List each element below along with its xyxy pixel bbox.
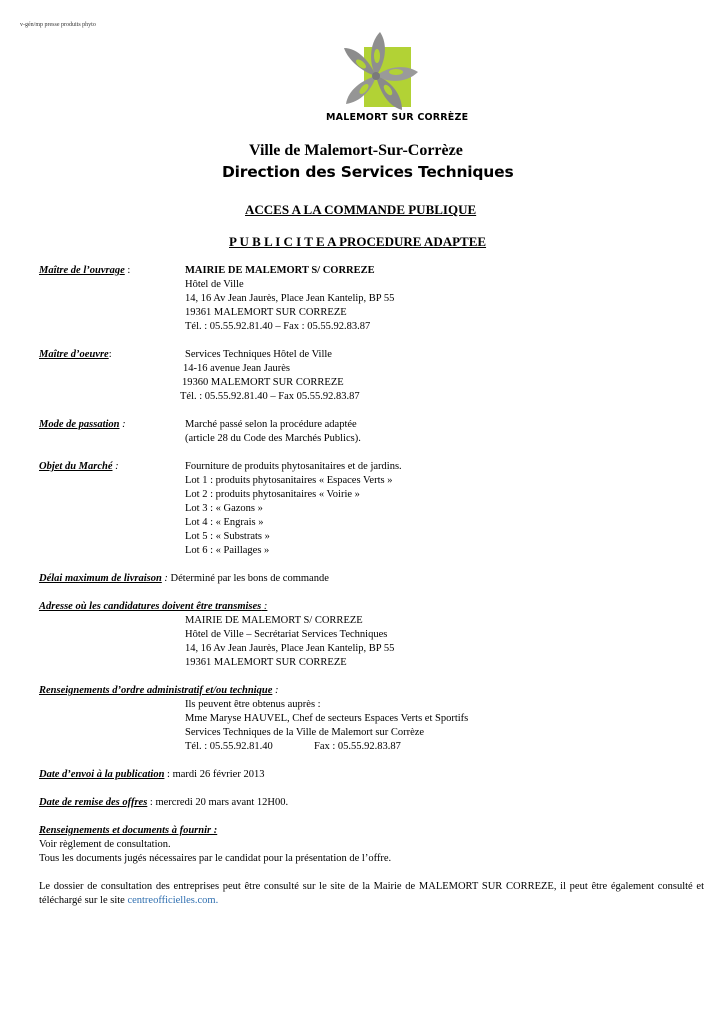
heading-commande-publique: ACCES A LA COMMANDE PUBLIQUE <box>245 202 477 217</box>
mode-passation-label: Mode de passation <box>39 419 120 430</box>
objet-marche-line: Fourniture de produits phytosanitaires et de jardins. <box>185 461 402 472</box>
documents-line: Voir règlement de consultation. <box>39 839 171 850</box>
logo-text: MALEMORT SUR CORRÈZE <box>326 112 469 123</box>
heading-publicite: P U B L I C I T E A PROCEDURE ADAPTEE <box>229 234 487 249</box>
adresse-line: 19361 MALEMORT SUR CORREZE <box>185 657 347 668</box>
maitre-ouvrage-line: MAIRIE DE MALEMORT S/ CORREZE <box>185 265 375 276</box>
maitre-oeuvre-line: Tél. : 05.55.92.81.40 – Fax 05.55.92.83.87 <box>180 391 360 402</box>
delai-label: Délai maximum de livraison <box>39 573 162 584</box>
date-remise-label: Date de remise des offres <box>39 797 148 808</box>
centreofficielles-link[interactable]: centreofficielles.com. <box>127 895 219 906</box>
maitre-oeuvre-line: Services Techniques Hôtel de Ville <box>185 349 332 360</box>
delai-value: Déterminé par les bons de commande <box>170 573 329 584</box>
maitre-ouvrage-line: Tél. : 05.55.92.81.40 – Fax : 05.55.92.83.87 <box>185 321 371 332</box>
label-separator: : <box>112 461 119 472</box>
header-note: v-gén/mp presse produits phyto <box>20 22 96 28</box>
maitre-ouvrage-label-row <box>39 265 130 276</box>
lot-item: Lot 1 : produits phytosanitaires « Espaces Verts » <box>185 475 393 486</box>
maitre-oeuvre-line: 14-16 avenue Jean Jaurès <box>183 363 290 374</box>
maitre-ouvrage-line: Hôtel de Ville <box>185 279 244 290</box>
date-envoi-value: mardi 26 février 2013 <box>172 769 265 780</box>
city-title: Ville de Malemort-Sur-Corrèze <box>249 142 463 159</box>
adresse-label: Adresse où les candidatures doivent être transmises <box>39 601 262 612</box>
lot-item: Lot 2 : produits phytosanitaires « Voirie » <box>185 489 360 500</box>
label-separator: : <box>108 349 112 360</box>
renseignements-fax: Fax : 05.55.92.83.87 <box>314 741 401 752</box>
lot-item: Lot 3 : « Gazons » <box>185 503 263 514</box>
renseignements-line: Ils peuvent être obtenus auprès : <box>185 699 321 710</box>
adresse-line: MAIRIE DE MALEMORT S/ CORREZE <box>185 615 363 626</box>
closing-paragraph <box>39 880 704 908</box>
mode-passation-line: (article 28 du Code des Marchés Publics). <box>185 433 361 444</box>
adresse-line: 14, 16 Av Jean Jaurès, Place Jean Kantelip, BP 55 <box>185 643 395 654</box>
documents-label: Renseignements et documents à fournir : <box>39 825 218 836</box>
mode-passation-label-row <box>39 419 126 430</box>
city-logo <box>326 28 469 128</box>
label-separator: : <box>147 797 156 808</box>
renseignements-label: Renseignements d’ordre administratif et/ou technique <box>39 685 273 696</box>
label-separator: : <box>272 685 279 696</box>
objet-marche-label: Objet du Marché <box>39 461 113 472</box>
label-separator: : <box>261 601 268 612</box>
date-envoi-label: Date d’envoi à la publication <box>39 769 165 780</box>
maitre-oeuvre-line: 19360 MALEMORT SUR CORREZE <box>182 377 344 388</box>
lot-item: Lot 4 : « Engrais » <box>185 517 264 528</box>
renseignements-line: Mme Maryse HAUVEL, Chef de secteurs Espaces Verts et Sportifs <box>185 713 469 724</box>
adresse-label-row <box>39 601 267 612</box>
date-envoi-row <box>39 769 264 780</box>
adresse-line: Hôtel de Ville – Secrétariat Services Techniques <box>185 629 388 640</box>
label-separator: : <box>161 573 171 584</box>
department-title: Direction des Services Techniques <box>222 163 514 181</box>
lot-item: Lot 5 : « Substrats » <box>185 531 270 542</box>
label-separator: : <box>164 769 173 780</box>
maitre-oeuvre-label-row <box>39 349 112 360</box>
maitre-ouvrage-line: 14, 16 Av Jean Jaurès, Place Jean Kantelip, BP 55 <box>185 293 395 304</box>
documents-line: Tous les documents jugés nécessaires par le candidat pour la présentation de l’offre. <box>39 853 392 864</box>
date-remise-row <box>39 797 288 808</box>
maitre-oeuvre-label: Maître d’oeuvre <box>39 349 109 360</box>
renseignements-label-row <box>39 685 278 696</box>
renseignements-tel: Tél. : 05.55.92.81.40 <box>185 741 273 752</box>
maitre-ouvrage-line: 19361 MALEMORT SUR CORREZE <box>185 307 347 318</box>
maitre-ouvrage-label: Maître de l’ouvrage <box>39 265 125 276</box>
label-separator: : <box>124 265 131 276</box>
mode-passation-line: Marché passé selon la procédure adaptée <box>185 419 357 430</box>
delai-row <box>39 573 329 584</box>
objet-marche-label-row <box>39 461 119 472</box>
date-remise-value: mercredi 20 mars avant 12H00. <box>155 797 289 808</box>
closing-text: Le dossier de consultation des entreprises peut être consulté sur le site de la Mairie de MALEMORT SUR CORREZE, il peut être également consulté et téléchargé sur le site <box>39 881 704 906</box>
renseignements-line: Services Techniques de la Ville de Malemort sur Corrèze <box>185 727 425 738</box>
label-separator: : <box>119 419 126 430</box>
lot-item: Lot 6 : « Paillages » <box>185 545 270 556</box>
